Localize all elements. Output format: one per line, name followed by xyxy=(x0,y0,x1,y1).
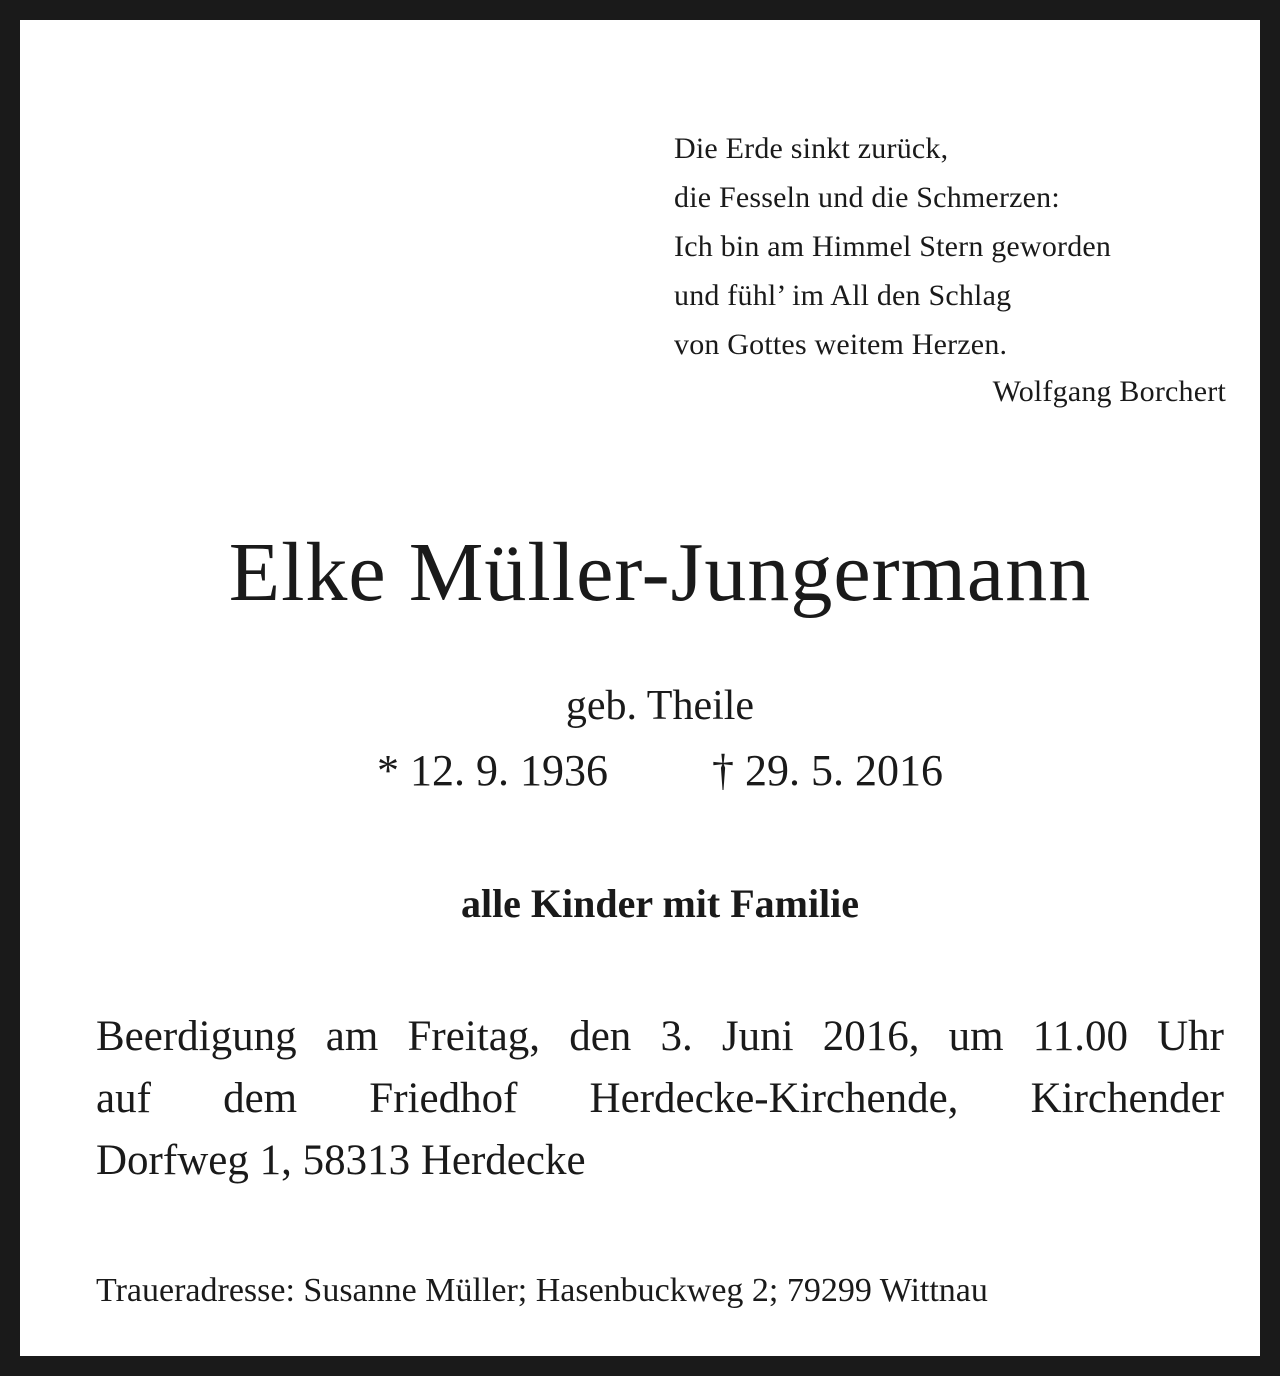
poem-line: von Gottes weitem Herzen. xyxy=(674,328,1008,361)
poem-line: und fühl’ im All den Schlag xyxy=(674,279,1012,312)
funeral-line: Beerdigung am Freitag, den 3. Juni 2016, um 11.00 Uhr xyxy=(96,1013,1224,1060)
birth-date: * 12. 9. 1936 xyxy=(377,746,608,795)
poem-author: Wolfgang Borchert xyxy=(992,375,1226,408)
mourning-address: Traueradresse: Susanne Müller; Hasenbuckweg 2; 79299 Wittnau xyxy=(96,1272,988,1309)
poem-line: die Fesseln und die Schmerzen: xyxy=(674,181,1060,214)
death-date: † 29. 5. 2016 xyxy=(712,746,943,795)
poem-line: Ich bin am Himmel Stern geworden xyxy=(674,230,1112,263)
funeral-info xyxy=(96,1006,1224,1192)
funeral-line: Dorfweg 1, 58313 Herdecke xyxy=(96,1137,586,1184)
funeral-line: auf dem Friedhof Herdecke-Kirchende, Kirchender xyxy=(96,1075,1224,1122)
mourners: alle Kinder mit Familie xyxy=(460,881,860,926)
poem-line: Die Erde sinkt zurück, xyxy=(674,132,949,165)
born-name: geb. Theile xyxy=(565,683,755,729)
poem xyxy=(674,124,1226,415)
life-dates xyxy=(20,743,1280,799)
deceased-name: Elke Müller-Jungermann xyxy=(228,526,1092,619)
